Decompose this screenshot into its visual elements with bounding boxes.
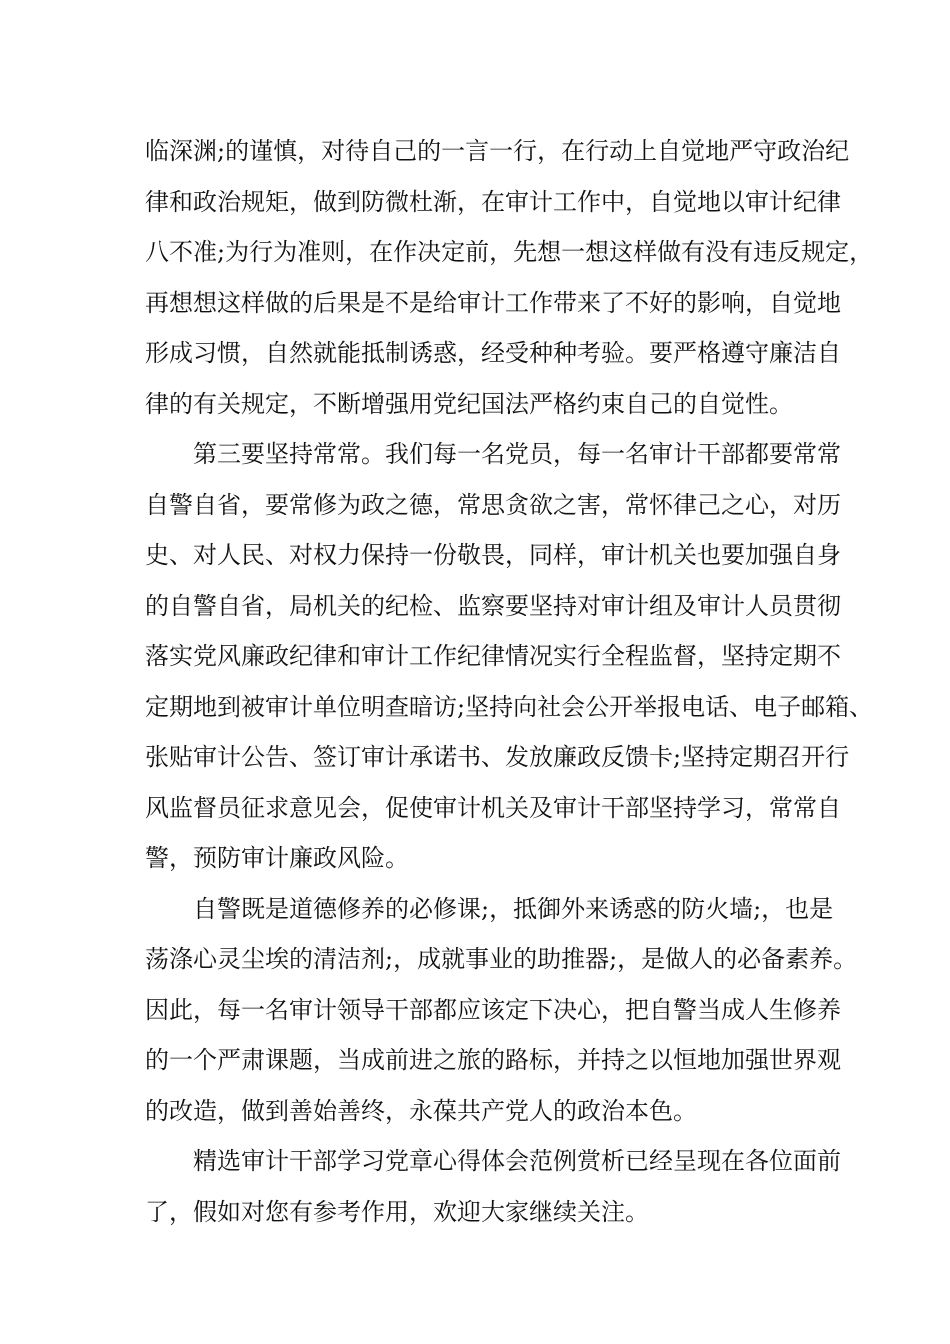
paragraph-1 (145, 126, 874, 429)
text-line: 的自警自省，局机关的纪检、监察要坚持对审计组及审计人员贯彻 (145, 591, 841, 620)
text-line: 律和政治规矩，做到防微杜渐，在审计工作中，自觉地以审计纪律 (145, 187, 841, 216)
paragraph-2 (145, 429, 874, 884)
paragraph-3 (145, 884, 858, 1137)
text-line: 自警既是道德修养的必修课;，抵御外来诱惑的防火墙;，也是 (193, 894, 834, 923)
text-line: 律的有关规定，不断增强用党纪国法严格约束自己的自觉性。 (145, 389, 793, 418)
text-line: 精选审计干部学习党章心得体会范例赏析已经呈现在各位面前 (193, 1147, 841, 1175)
text-line: 临深渊;的谨慎，对待自己的一言一行，在行动上自觉地严守政治纪 (145, 137, 850, 165)
text-line: 自警自省，要常修为政之德，常思贪欲之害，常怀律己之心，对历 (145, 490, 841, 519)
text-line: 荡涤心灵尘埃的清洁剂;，成就事业的助推器;，是做人的必备素养。 (145, 945, 858, 973)
text-line: 的一个严肃课题，当成前进之旅的路标，并持之以恒地加强世界观 (145, 1046, 841, 1074)
text-line: 的改造，做到善始善终，永葆共产党人的政治本色。 (145, 1096, 697, 1125)
document-body (145, 126, 874, 1237)
text-line: 因此，每一名审计领导干部都应该定下决心，把自警当成人生修养 (145, 995, 841, 1024)
paragraph-4 (145, 1136, 841, 1237)
text-line: 再想想这样做的后果是不是给审计工作带来了不好的影响，自觉地 (145, 288, 841, 317)
text-line: 警，预防审计廉政风险。 (145, 844, 409, 872)
text-line: 风监督员征求意见会，促使审计机关及审计干部坚持学习，常常自 (145, 793, 841, 822)
text-line: 了，假如对您有参考作用，欢迎大家继续关注。 (145, 1197, 649, 1226)
text-line: 八不准;为行为准则，在作决定前，先想一想这样做有没有违反规定， (145, 238, 874, 266)
text-line: 第三要坚持常常。我们每一名党员，每一名审计干部都要常常 (193, 440, 841, 468)
text-line: 史、对人民、对权力保持一份敬畏，同样，审计机关也要加强自身 (145, 541, 841, 569)
text-line: 落实党风廉政纪律和审计工作纪律情况实行全程监督，坚持定期不 (145, 642, 841, 670)
text-line: 定期地到被审计单位明查暗访;坚持向社会公开举报电话、电子邮箱、 (145, 692, 874, 721)
text-line: 形成习惯，自然就能抵制诱惑，经受种种考验。要严格遵守廉洁自 (145, 339, 841, 367)
text-line: 张贴审计公告、签订审计承诺书、发放廉政反馈卡;坚持定期召开行 (145, 743, 850, 771)
